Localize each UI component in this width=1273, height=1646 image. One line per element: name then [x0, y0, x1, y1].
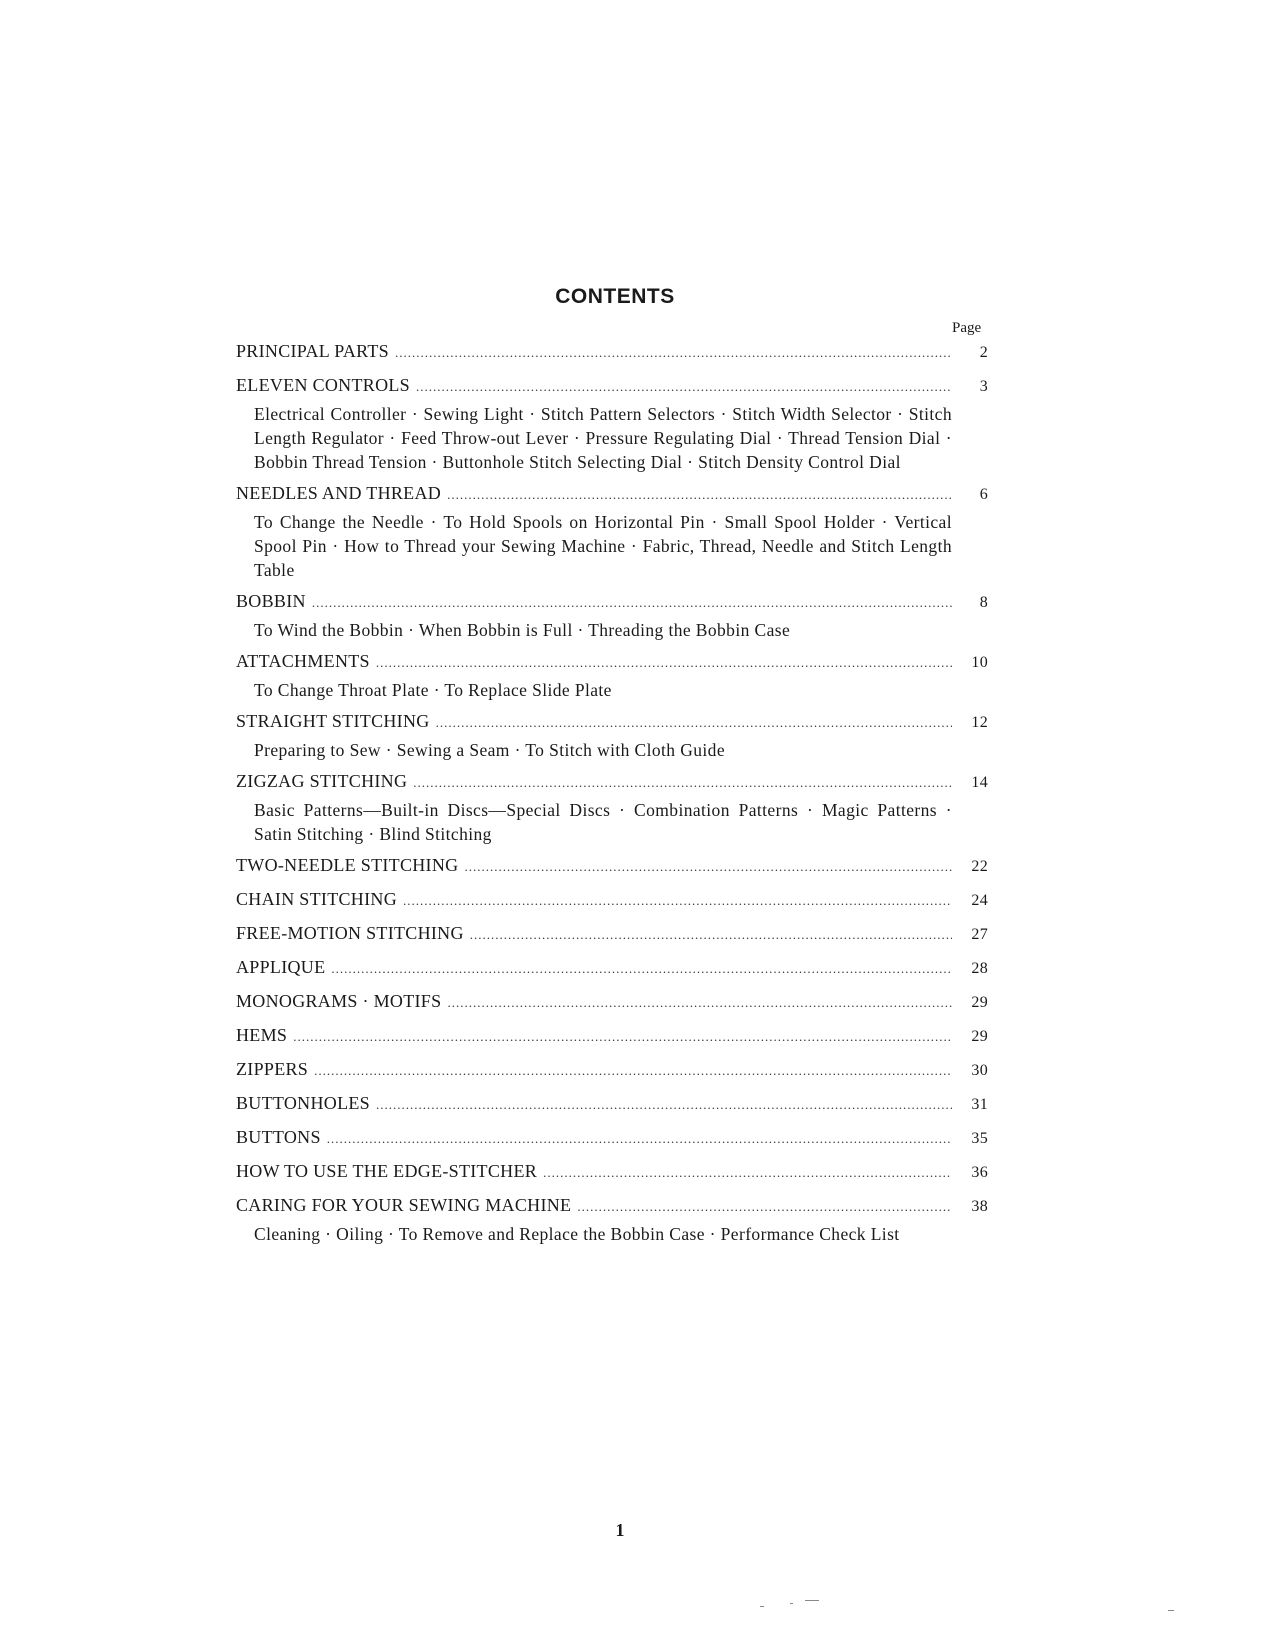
toc-entry	[236, 1158, 988, 1186]
scan-speck	[790, 1603, 793, 1604]
toc-entry	[236, 1056, 988, 1084]
toc-entry-title: BOBBIN	[236, 591, 306, 611]
toc-page-number: 6	[979, 486, 988, 503]
toc-page-number: 28	[971, 960, 988, 977]
toc-entry	[236, 372, 988, 474]
toc-line	[236, 1124, 988, 1152]
toc-line	[236, 768, 988, 796]
toc-line	[236, 886, 988, 914]
toc-subtopics: Cleaning · Oiling · To Remove and Replace the Bobbin Case · Performance Check List	[254, 1224, 900, 1244]
toc-page-number: 10	[971, 654, 988, 671]
dot-leader	[395, 340, 952, 366]
toc-entry	[236, 886, 988, 914]
toc-entry-title: HOW TO USE THE EDGE-STITCHER	[236, 1161, 538, 1181]
toc-line	[236, 920, 988, 948]
dot-leader	[312, 590, 952, 616]
toc-entry	[236, 768, 988, 846]
toc-page-number: 31	[971, 1096, 988, 1113]
dot-leader	[413, 770, 952, 796]
toc-entry-title: HEMS	[236, 1025, 288, 1045]
toc-page-number: 3	[979, 378, 988, 395]
toc-entry-title: MONOGRAMS · MOTIFS	[236, 991, 442, 1011]
dot-leader	[376, 1092, 952, 1118]
dot-leader	[376, 650, 952, 676]
toc-page-number: 2	[979, 344, 988, 361]
page-number: 1	[615, 1520, 625, 1540]
toc-line	[236, 1158, 988, 1186]
toc-entry-title: BUTTONS	[236, 1127, 321, 1147]
toc-page-number: 27	[971, 926, 988, 943]
scan-speck	[805, 1600, 819, 1601]
dot-leader	[470, 922, 952, 948]
toc-entry	[236, 708, 988, 762]
toc-page-number: 38	[971, 1198, 988, 1215]
toc-line	[236, 1192, 988, 1220]
page-title: CONTENTS	[555, 285, 675, 308]
toc-line	[236, 708, 988, 736]
toc-subtopics: Basic Patterns—Built-in Discs—Special Discs · Combination Patterns · Magic Patterns · Satin Stitching · Blind Stitching	[254, 800, 952, 844]
toc-entry	[236, 954, 988, 982]
dot-leader	[293, 1024, 952, 1050]
toc-page-number: 30	[971, 1062, 988, 1079]
toc-page-number: 24	[971, 892, 988, 909]
toc-entry-title: ATTACHMENTS	[236, 651, 370, 671]
toc-entry	[236, 648, 988, 702]
toc-entry	[236, 1192, 988, 1246]
dot-leader	[436, 710, 952, 736]
dot-leader	[447, 990, 952, 1016]
toc-subtopics: To Wind the Bobbin · When Bobbin is Full · Threading the Bobbin Case	[254, 620, 791, 640]
toc-entry-title: NEEDLES AND THREAD	[236, 483, 442, 503]
toc-line	[236, 1022, 988, 1050]
toc-page-number: 35	[971, 1130, 988, 1147]
toc-page-number: 22	[971, 858, 988, 875]
toc-entry-title: CHAIN STITCHING	[236, 889, 397, 909]
toc-line	[236, 1056, 988, 1084]
toc-entry	[236, 1022, 988, 1050]
toc-entry	[236, 588, 988, 642]
toc-entry-title: ELEVEN CONTROLS	[236, 375, 410, 395]
dot-leader	[314, 1058, 952, 1084]
dot-leader	[416, 374, 952, 400]
toc-entry	[236, 852, 988, 880]
toc-subtopics: Preparing to Sew · Sewing a Seam · To Stitch with Cloth Guide	[254, 740, 725, 760]
toc-entry-title: ZIGZAG STITCHING	[236, 771, 408, 791]
toc-entry	[236, 988, 988, 1016]
toc-entry-title: APPLIQUE	[236, 957, 326, 977]
toc-entry-title: BUTTONHOLES	[236, 1093, 370, 1113]
toc-entry-title: FREE-MOTION STITCHING	[236, 923, 464, 943]
toc-line	[236, 852, 988, 880]
toc-line	[236, 480, 988, 508]
dot-leader	[331, 956, 952, 982]
toc-entry	[236, 1090, 988, 1118]
toc-entry	[236, 920, 988, 948]
dot-leader	[447, 482, 952, 508]
toc-page-number: 29	[971, 1028, 988, 1045]
toc-entry-title: PRINCIPAL PARTS	[236, 341, 389, 361]
dot-leader	[543, 1160, 952, 1186]
toc-line	[236, 372, 988, 400]
toc-page-number: 36	[971, 1164, 988, 1181]
toc-entry	[236, 338, 988, 366]
toc-page-number: 14	[971, 774, 988, 791]
toc-line	[236, 648, 988, 676]
toc-page-number: 8	[979, 594, 988, 611]
toc-entry	[236, 480, 988, 582]
dot-leader	[464, 854, 952, 880]
dot-leader	[327, 1126, 952, 1152]
scan-speck	[760, 1606, 764, 1607]
toc-entry-title: TWO-NEEDLE STITCHING	[236, 855, 459, 875]
toc-line	[236, 1090, 988, 1118]
toc-line	[236, 588, 988, 616]
toc-page-number: 12	[971, 714, 988, 731]
toc-subtopics: To Change Throat Plate · To Replace Slide Plate	[254, 680, 612, 700]
toc-entry	[236, 1124, 988, 1152]
table-of-contents	[236, 338, 988, 1252]
toc-subtopics: To Change the Needle · To Hold Spools on Horizontal Pin · Small Spool Holder · Vertical Spool Pin · How to Thread your Sewing Machine · Fabric, Thread, Needle and Stitch Length Table	[254, 512, 952, 580]
toc-line	[236, 338, 988, 366]
scan-speck	[1168, 1610, 1174, 1611]
toc-entry-title: STRAIGHT STITCHING	[236, 711, 430, 731]
toc-page-number: 29	[971, 994, 988, 1011]
toc-subtopics: Electrical Controller · Sewing Light · Stitch Pattern Selectors · Stitch Width Selector · Stitch Length Regulator · Feed Throw-out Lever · Pressure Regulating Dial · Thread Tension Dial · Bobbin Thread Tension · Buttonhole Stitch Selecting Dial · Stitch Density Control Dial	[254, 404, 952, 472]
dot-leader	[403, 888, 952, 914]
toc-line	[236, 988, 988, 1016]
dot-leader	[577, 1194, 952, 1220]
toc-entry-title: CARING FOR YOUR SEWING MACHINE	[236, 1195, 572, 1215]
page-column-header: Page	[952, 320, 982, 336]
toc-entry-title: ZIPPERS	[236, 1059, 309, 1079]
toc-line	[236, 954, 988, 982]
